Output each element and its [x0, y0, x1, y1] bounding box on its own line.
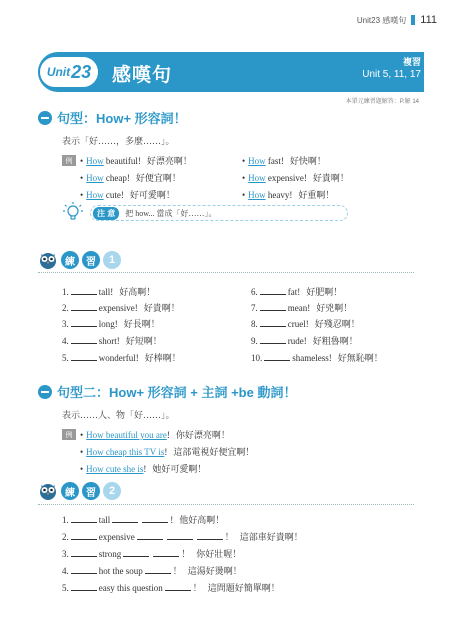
- question-item: 2. expensive! 好貴啊！: [62, 303, 180, 313]
- answer-blank[interactable]: [71, 532, 97, 540]
- practice-label-char: 習: [82, 482, 100, 500]
- example-item: • How heavy! 好重啊！: [242, 190, 335, 200]
- practice-label-char: 習: [82, 251, 100, 269]
- example-item: • How fast! 好快啊！: [242, 156, 326, 166]
- practice-number: 1: [103, 251, 121, 269]
- review-units: Unit 5, 11, 17: [362, 69, 421, 80]
- review-label: 複習: [402, 57, 421, 67]
- answer-blank[interactable]: [71, 549, 97, 557]
- example-tag: 例: [62, 155, 76, 166]
- practice-label-char: 練: [61, 482, 79, 500]
- answer-blank[interactable]: [264, 353, 290, 361]
- answer-blank[interactable]: [260, 303, 286, 311]
- header-bar-marker: [411, 15, 415, 25]
- answer-blank[interactable]: [260, 336, 286, 344]
- pattern1-heading: [38, 108, 187, 127]
- question-item: 1. tall ! 他好高啊！: [62, 515, 225, 525]
- answer-blank[interactable]: [197, 532, 223, 540]
- answer-blank[interactable]: [260, 287, 286, 295]
- practice1-heading: [38, 250, 121, 270]
- note-tag: 注 意: [93, 207, 119, 220]
- unit-corner-label: Unit23 感嘆句: [356, 15, 407, 25]
- note-box: [90, 205, 348, 221]
- question-item: 6. fat! 好肥啊！: [251, 287, 343, 297]
- question-item: 4. hot the soup ！ 這湯好燙啊！: [62, 566, 242, 576]
- question-item: 8. cruel! 好殘忍啊！: [251, 319, 360, 329]
- question-item: 5. wonderful! 好棒啊！: [62, 353, 181, 363]
- answer-blank[interactable]: [137, 532, 163, 540]
- divider: [38, 504, 414, 505]
- pattern1-title: 句型：How+ 形容詞！: [57, 111, 187, 126]
- question-item: 7. mean! 好兇啊！: [251, 303, 353, 313]
- practice-number: 2: [103, 482, 121, 500]
- answer-blank[interactable]: [167, 532, 193, 540]
- answer-blank[interactable]: [145, 566, 171, 574]
- answer-blank[interactable]: [153, 549, 179, 557]
- pattern2-title: 句型二：How+ 形容詞 + 主詞 +be 動詞！: [57, 385, 297, 400]
- answer-blank[interactable]: [71, 303, 97, 311]
- pattern2-meaning: 表示……人、物「好……」。: [62, 410, 175, 420]
- pattern1-meaning: 表示「好……，多麼……」。: [62, 136, 175, 146]
- example-item: • How expensive! 好貴啊！: [242, 173, 349, 183]
- example-item: • How cheap this TV is! 這部電視好便宜啊！: [80, 447, 255, 457]
- question-item: 5. easy this question ！ 這問題好簡單啊！: [62, 583, 280, 593]
- practice-label-char: 練: [61, 251, 79, 269]
- owl-icon: [38, 250, 58, 270]
- unit-number: 23: [71, 61, 92, 82]
- question-item: 4. short! 好短啊！: [62, 336, 162, 346]
- example-tag: 例: [62, 429, 76, 440]
- answer-blank[interactable]: [71, 583, 97, 591]
- page-title: 感嘆句: [112, 65, 173, 86]
- question-item: 10. shameless! 好無恥啊！: [251, 353, 383, 363]
- question-item: 3. strong ！ 你好壯喔！: [62, 549, 242, 559]
- page-number: 111: [420, 14, 437, 26]
- answer-blank[interactable]: [165, 583, 191, 591]
- practice2-heading: [38, 481, 121, 501]
- question-item: 2. expensive ！ 這部車好貴啊！: [62, 532, 303, 542]
- minus-circle-icon: [38, 385, 52, 399]
- answer-blank[interactable]: [142, 515, 168, 523]
- answer-blank[interactable]: [71, 515, 97, 523]
- answer-blank[interactable]: [71, 353, 97, 361]
- example-item: • How cute she is! 她好可愛啊！: [80, 464, 207, 474]
- example-item: • How beautiful you are! 你好漂亮啊！: [80, 430, 230, 440]
- unit-word: Unit: [46, 65, 71, 79]
- note-text: 把 how... 當成「好……」。: [125, 208, 217, 218]
- example-item: • How cute! 好可愛啊！: [80, 190, 175, 200]
- running-header: [357, 14, 437, 26]
- answer-blank[interactable]: [71, 566, 97, 574]
- unit-badge: [38, 55, 100, 89]
- answer-blank[interactable]: [123, 549, 149, 557]
- answer-blank[interactable]: [71, 287, 97, 295]
- owl-icon: [38, 481, 58, 501]
- answer-blank[interactable]: [260, 319, 286, 327]
- question-item: 3. long! 好長啊！: [62, 319, 160, 329]
- minus-circle-icon: [38, 111, 52, 125]
- lightbulb-icon: [62, 201, 84, 223]
- answer-blank[interactable]: [112, 515, 138, 523]
- answer-blank[interactable]: [71, 319, 97, 327]
- pattern2-heading: [38, 382, 296, 401]
- review-box: [361, 55, 421, 80]
- answer-reference-note: 本單元練習題解答：P.解 14: [345, 99, 419, 105]
- example-item: • How cheap! 好便宜啊！: [80, 173, 181, 183]
- answer-blank[interactable]: [71, 336, 97, 344]
- question-item: 9. rude! 好粗魯啊！: [251, 336, 358, 346]
- question-item: 1. tall! 好高啊！: [62, 287, 156, 297]
- divider: [38, 272, 414, 273]
- example-item: • How beautiful! 好漂亮啊！: [80, 156, 192, 166]
